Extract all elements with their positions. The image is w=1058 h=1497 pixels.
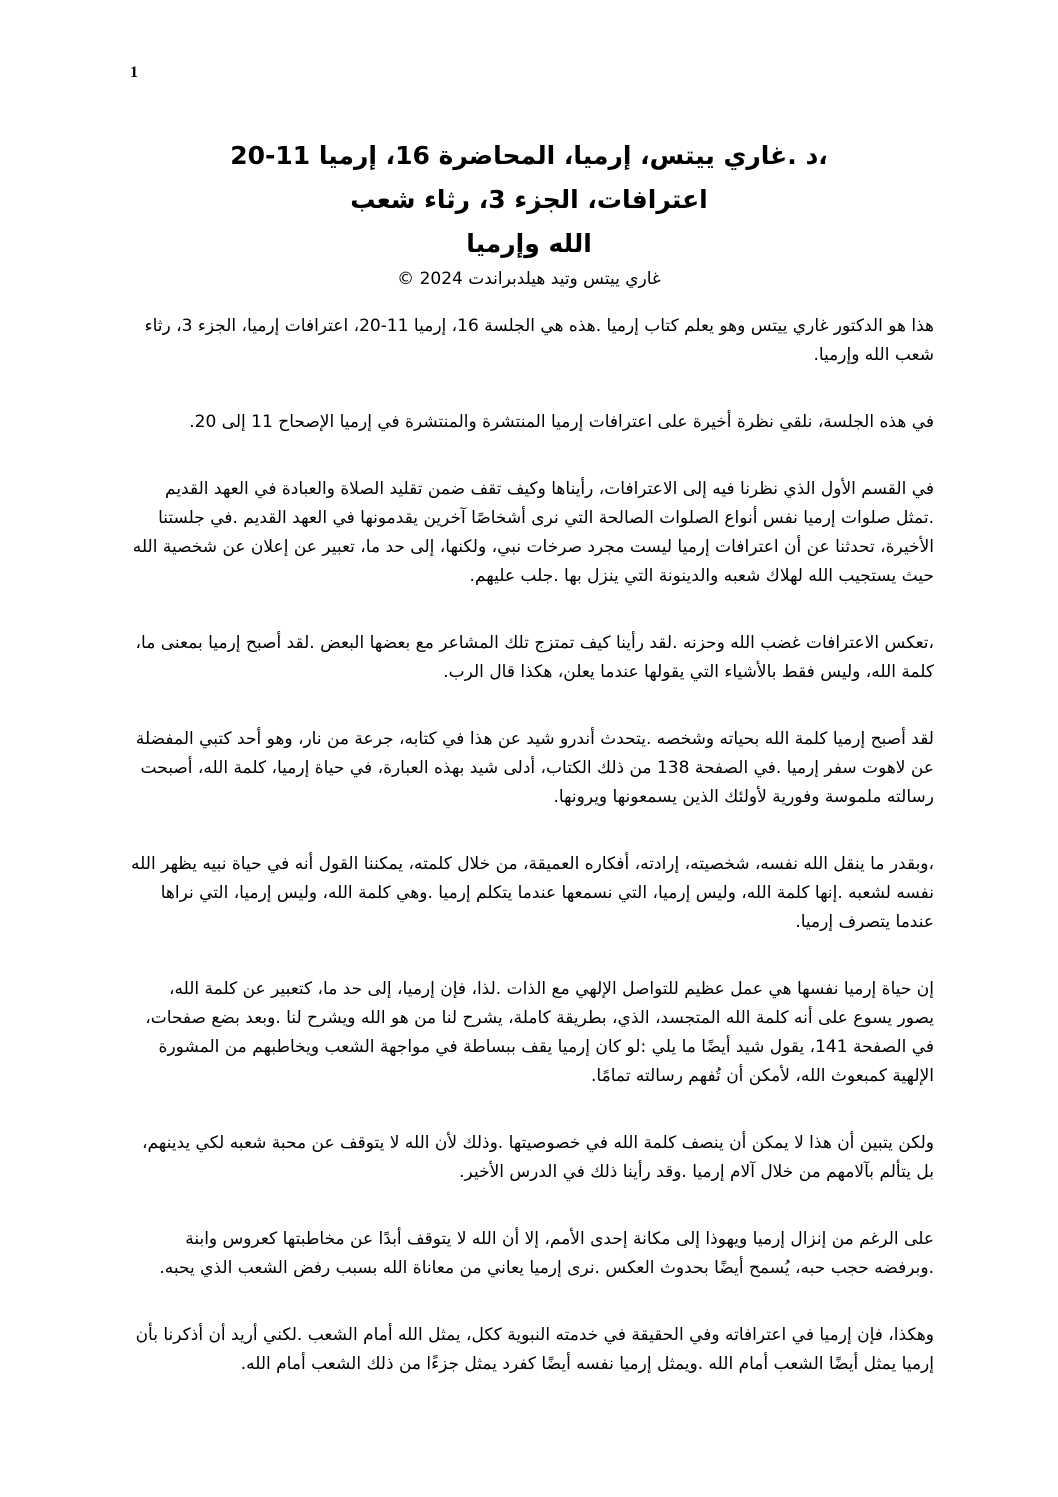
copyright-line: غاري ييتس وتيد هيلدبراندت 2024 © [397, 269, 661, 289]
paragraph-8: ولكن يتبين أن هذا لا يمكن أن ينصف كلمة الله في خصوصيتها .وذلك لأن الله لا يتوقف عن محبة شعبه لكي يدينهم، بل يتألم بآلامهم من خلال آلام إرميا .وقد رأينا ذلك في الدرس الأخير. [142, 1133, 934, 1182]
document-body [130, 312, 934, 1417]
document-title [140, 134, 918, 294]
paragraph-10: وهكذا، فإن إرميا في اعترافاته وفي الحقيقة في خدمته النبوية ككل، يمثل الله أمام الشعب .لكني أريد أن أذكرنا بأن إرميا يمثل أيضًا الشعب أمام الله .ويمثل إرميا نفسه أيضًا كفرد يمثل جزءًا من ذلك الشعب أمام الله. [135, 1325, 934, 1374]
title-line-3: الله وإرميا [466, 229, 592, 258]
paragraph-9: على الرغم من إنزال إرميا ويهوذا إلى مكانة إحدى الأمم، إلا أن الله لا يتوقف أبدًا عن مخاطبتها كعروس وابنة .وبرفضه حجب حبه، يُسمح أيضًا بحدوث العكس .نرى إرميا يعاني من معاناة الله بسبب رفض الشعب الذي يحبه. [159, 1229, 934, 1278]
paragraph-2: في هذه الجلسة، نلقي نظرة أخيرة على اعترافات إرميا المنتشرة والمنتشرة في إرميا الإصحاح 11 إلى 20. [189, 412, 934, 432]
paragraph-6: ،وبقدر ما ينقل الله نفسه، شخصيته، إرادته، أفكاره العميقة، من خلال كلمته، يمكننا القول أنه في حياة نبيه يظهر الله نفسه لشعبه .إنها كلمة الله، وليس إرميا، التي نسمعها عندما يتكلم إرميا .وهي كلمة الله، وليس إرميا، التي نراها عندما يتصرف إرميا. [131, 854, 934, 932]
paragraph-4: ،تعكس الاعترافات غضب الله وحزنه .لقد رأينا كيف تمتزج تلك المشاعر مع بعضها البعض .لقد أصبح إرميا بمعنى ما، كلمة الله، وليس فقط بالأشياء التي يقولها عندما يعلن، هكذا قال الرب. [135, 633, 934, 682]
paragraph-3: في القسم الأول الذي نظرنا فيه إلى الاعترافات، رأيناها وكيف تقف ضمن تقليد الصلاة والعبادة في العهد القديم .تمثل صلوات إرميا نفس أنواع الصلوات الصالحة التي نرى أشخاصًا آخرين يقدمونها في العهد القديم .في جلستنا الأخيرة، تحدثنا عن أن اعترافات إرميا ليست مجرد صرخات نبي، ولكنها، إلى حد ما، تعبير عن إعلان عن شخصية الله حيث يستجيب الله لهلاك شعبه والدينونة التي ينزل بها .جلب عليهم. [132, 479, 934, 586]
paragraph-7: إن حياة إرميا نفسها هي عمل عظيم للتواصل الإلهي مع الذات .لذا، فإن إرميا، إلى حد ما، كتعبير عن كلمة الله، يصور يسوع على أنه كلمة الله المتجسد، الذي، بطريقة كاملة، يشرح لنا من هو الله ويشرح لنا .وبعد بضع صفحات، في الصفحة 141، يقول شيد أيضًا ما يلي :لو كان إرميا يقف ببساطة في مواجهة الشعب ويخاطبهم من المشورة الإلهية كمبعوث الله، لأمكن أن تُفهم رسالته تمامًا. [145, 979, 934, 1086]
title-line-2: اعترافات، الجزء 3، رثاء شعب [350, 185, 708, 214]
paragraph-1: هذا هو الدكتور غاري ييتس وهو يعلم كتاب إرميا .هذه هي الجلسة 16، إرميا 11-20، اعترافات إرميا، الجزء 3، رثاء شعب الله وإرميا. [144, 316, 934, 365]
title-line-1: ،د .غاري ييتس، إرميا، المحاضرة 16، إرميا 11-20 [230, 141, 828, 170]
page-number: 1 [130, 64, 138, 81]
paragraph-5: لقد أصبح إرميا كلمة الله بحياته وشخصه .يتحدث أندرو شيد عن هذا في كتابه، جرعة من نار، وهو أحد كتبي المفضلة عن لاهوت سفر إرميا .في الصفحة 138 من ذلك الكتاب، أدلى شيد بهذه العبارة، في حياة إرميا، كلمة الله، أصبحت رسالته ملموسة وفورية لأولئك الذين يسمعونها ويرونها. [135, 729, 934, 807]
